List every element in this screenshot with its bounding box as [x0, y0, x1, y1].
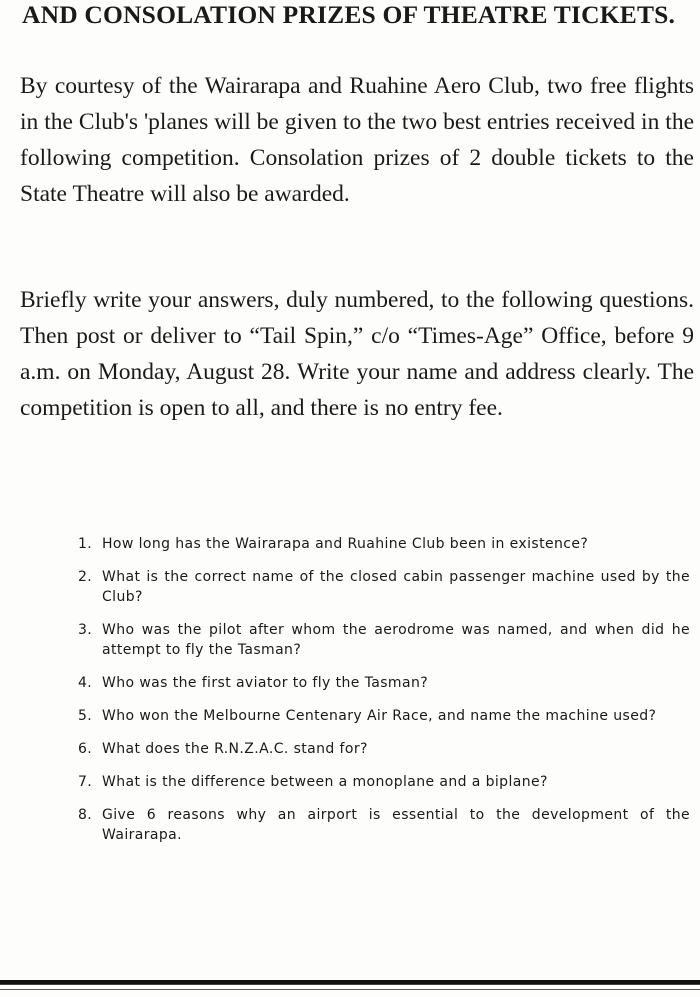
question-number: 2.	[78, 569, 93, 585]
headline: AND CONSOLATION PRIZES OF THEATRE TICKETS.	[22, 0, 676, 29]
question-text: Who was the first aviator to fly the Tasman?	[102, 675, 429, 691]
question-item	[78, 772, 690, 792]
question-text: What does the R.N.Z.A.C. stand for?	[102, 741, 368, 757]
question-text: Who won the Melbourne Centenary Air Race, and name the machine used?	[102, 708, 657, 724]
question-text: How long has the Wairarapa and Ruahine Club been in existence?	[102, 536, 589, 552]
question-text: Who was the pilot after whom the aerodrome was named, and when did he attempt to fly the Tasman?	[102, 622, 690, 658]
question-text: Give 6 reasons why an airport is essential to the development of the Wairarapa.	[102, 807, 690, 843]
instructions-paragraph: Briefly write your answers, duly numbered, to the following questions. Then post or deliver to “Tail Spin,” c/o “Times-Age” Office, before 9 a.m. on Monday, August 28. Write your name and address clearly. The competition is open to all, and there is no entry fee.	[20, 287, 694, 421]
question-item	[78, 673, 690, 693]
question-item	[78, 620, 690, 660]
question-number: 6.	[78, 741, 93, 757]
question-item	[78, 706, 690, 726]
question-number: 1.	[78, 536, 93, 552]
question-number: 7.	[78, 774, 93, 790]
question-item	[78, 739, 690, 759]
question-item	[78, 805, 690, 845]
question-number: 3.	[78, 622, 93, 638]
bottom-rule	[0, 980, 700, 985]
question-list	[78, 534, 690, 858]
question-number: 5.	[78, 708, 93, 724]
question-number: 8.	[78, 807, 93, 823]
question-text: What is the correct name of the closed cabin passenger machine used by the Club?	[102, 569, 690, 605]
question-number: 4.	[78, 675, 93, 691]
intro-paragraph: By courtesy of the Wairarapa and Ruahine Aero Club, two free flights in the Club's 'planes will be given to the two best entries received in the following competition. Consolation prizes of 2 double tickets to the State Theatre will also be awarded.	[20, 73, 694, 207]
question-text: What is the difference between a monoplane and a biplane?	[102, 774, 548, 790]
question-item	[78, 534, 690, 554]
bottom-rule-thin	[0, 989, 700, 990]
question-item	[78, 567, 690, 607]
